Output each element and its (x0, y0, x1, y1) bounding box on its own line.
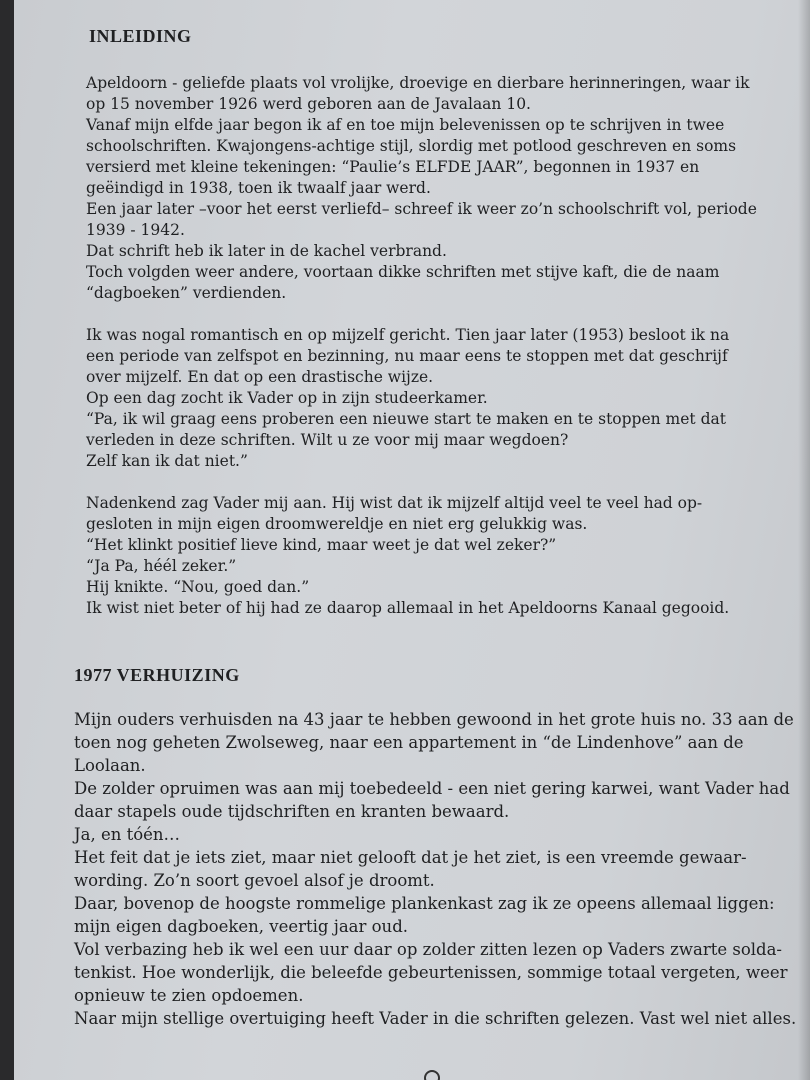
text-line: Toch volgden weer andere, voortaan dikke schriften met stijve kaft, die de naam (86, 263, 720, 281)
paragraph-gap (74, 304, 774, 325)
section-title-verhuizing: 1977 VERHUIZING (74, 665, 240, 685)
paragraph-2 (86, 325, 774, 472)
paragraph-gap (74, 472, 774, 493)
text-line: versierd met kleine tekeningen: “Paulie’s ELFDE JAAR”, begonnen in 1937 en (86, 158, 700, 176)
text-line: Hij knikte. “Nou, goed dan.” (86, 578, 310, 596)
text-line: 1939 - 1942. (86, 221, 185, 239)
text-line: een periode van zelfspot en bezinning, nu maar eens te stoppen met dat geschrijf (86, 347, 728, 365)
text-line: Ik was nogal romantisch en op mijzelf gericht. Tien jaar later (1953) besloot ik na (86, 326, 730, 344)
text-line: Vanaf mijn elfde jaar begon ik af en toe mijn belevenissen op te schrijven in twee (86, 116, 725, 134)
text-line: daar stapels oude tijdschriften en kranten bewaard. (74, 802, 510, 821)
section-gap (74, 619, 774, 645)
text-line: “Het klinkt positief lieve kind, maar weet je dat wel zeker?” (86, 536, 557, 554)
paragraph-4 (74, 708, 797, 1030)
text-line: De zolder opruimen was aan mij toebedeeld - een niet gering karwei, want Vader had (74, 779, 790, 798)
text-line: “dagboeken” verdienden. (86, 284, 287, 302)
text-line: tenkist. Hoe wonderlijk, die beleefde gebeurtenissen, sommige totaal vergeten, weer (74, 963, 788, 982)
page-content (74, 26, 797, 1030)
text-line: op 15 november 1926 werd geboren aan de Javalaan 10. (86, 95, 531, 113)
section-verhuizing (74, 665, 797, 1030)
text-line: Het feit dat je iets ziet, maar niet gelooft dat je het ziet, is een vreemde gewaar- (74, 848, 747, 867)
text-line: Ik wist niet beter of hij had ze daarop allemaal in het Apeldoorns Kanaal gegooid. (86, 599, 730, 617)
text-line: gesloten in mijn eigen droomwereldje en niet erg gelukkig was. (86, 515, 588, 533)
text-line: Loolaan. (74, 756, 146, 775)
text-line: mijn eigen dagboeken, veertig jaar oud. (74, 917, 408, 936)
text-line: Nadenkend zag Vader mij aan. Hij wist dat ik mijzelf altijd veel te veel had op- (86, 494, 703, 512)
text-line: Mijn ouders verhuisden na 43 jaar te hebben gewoond in het grote huis no. 33 aan de (74, 710, 794, 729)
paragraph-3 (86, 493, 774, 619)
text-line: Vol verbazing heb ik wel een uur daar op zolder zitten lezen op Vaders zwarte solda- (74, 940, 783, 959)
book-page (14, 0, 810, 1080)
text-line: schoolschriften. Kwajongens-achtige stijl, slordig met potlood geschreven en soms (86, 137, 737, 155)
text-line: “Pa, ik wil graag eens proberen een nieuwe start te maken en te stoppen met dat (86, 410, 726, 428)
text-line: Dat schrift heb ik later in de kachel verbrand. (86, 242, 447, 260)
text-line: Zelf kan ik dat niet.” (86, 452, 248, 470)
section-title-inleiding: INLEIDING (89, 26, 192, 46)
text-line: wording. Zo’n soort gevoel alsof je droomt. (74, 871, 435, 890)
text-line: “Ja Pa, héél zeker.” (86, 557, 237, 575)
text-line: Een jaar later –voor het eerst verliefd– schreef ik weer zo’n schoolschrift vol, periode (86, 200, 757, 218)
text-line: Daar, bovenop de hoogste rommelige plankenkast zag ik ze opeens allemaal liggen: (74, 894, 775, 913)
section-inleiding (74, 26, 774, 619)
paragraph-1 (86, 73, 774, 304)
text-line: toen nog geheten Zwolseweg, naar een appartement in “de Lindenhove” aan de (74, 733, 744, 752)
page-number-fragment (424, 1070, 440, 1080)
text-line: Ja, en tóén… (74, 825, 181, 844)
text-line: over mijzelf. En dat op een drastische wijze. (86, 368, 434, 386)
text-line: verleden in deze schriften. Wilt u ze voor mij maar wegdoen? (86, 431, 569, 449)
text-line: Naar mijn stellige overtuiging heeft Vader in die schriften gelezen. Vast wel niet alles. (74, 1009, 797, 1028)
text-line: Apeldoorn - geliefde plaats vol vrolijke, droevige en dierbare herinneringen, waar ik (86, 74, 750, 92)
text-line: geëindigd in 1938, toen ik twaalf jaar werd. (86, 179, 431, 197)
text-line: Op een dag zocht ik Vader op in zijn studeerkamer. (86, 389, 488, 407)
text-line: opnieuw te zien opdoemen. (74, 986, 304, 1005)
